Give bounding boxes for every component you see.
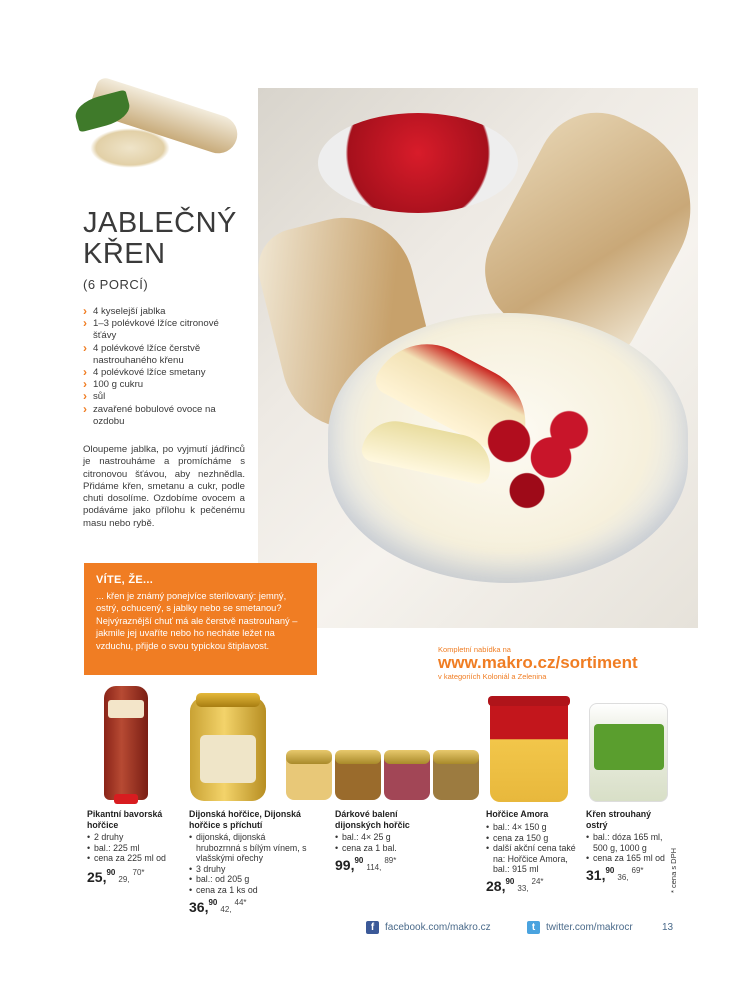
amora-mustard-glass-image	[490, 700, 568, 802]
ingredient-item: › zavařené bobulové ovoce na ozdobu	[83, 404, 243, 428]
gift-set-jar-image	[384, 750, 430, 800]
ingredient-item: › 4 polévkové lžíce smetany	[83, 367, 243, 379]
product-spec: • bal.: 225 ml	[87, 843, 187, 854]
product-spec: • cena za 225 ml od	[87, 853, 187, 864]
product-title: Dijonská hořčice, Dijonská hořčice s příchutí	[189, 809, 301, 830]
facebook-link[interactable]	[366, 921, 491, 934]
ingredient-item: › 4 polévkové lžíce čerstvě nastrouhaného křenu	[83, 343, 243, 367]
jar-lid	[335, 750, 381, 764]
facebook-icon: f	[366, 921, 379, 934]
product-spec: • dijonská, dijonská hrubozrnná s bílým vínem, s vlašskými ořechy	[189, 832, 309, 864]
horseradish-illustration	[45, 88, 235, 173]
price-with-vat-decimal: 44*	[234, 898, 247, 907]
price-integer: 36,	[189, 899, 209, 915]
did-you-know-text: ... křen je známý ponejvíce sterilovaný: jemný, ostrý, ochucený, s jablky nebo se smetanou? Nejvýraznější chuť má ale čerstvě nastrouhaný – jakmile jej uvaříte nebo ho necháte ležet na vzduchu, přijde o svou typickou štiplavost.	[96, 591, 298, 651]
product-spec: • bal.: 4× 150 g	[486, 822, 578, 833]
gift-set-jar-image	[286, 750, 332, 800]
product-price	[335, 857, 396, 875]
product-price	[87, 869, 145, 887]
jar-lid	[433, 750, 479, 764]
bottle-label	[108, 700, 144, 718]
web-intro-text: Kompletní nabídka na	[438, 645, 511, 654]
product-title: Křen strouhaný ostrý	[586, 809, 652, 830]
grated-pile	[90, 128, 170, 168]
bavarian-mustard-bottle-image	[104, 686, 148, 800]
bottle-cap	[114, 794, 138, 804]
jar-lid	[196, 693, 260, 707]
dijon-mustard-jar-image	[190, 697, 266, 801]
sortiment-link[interactable]: www.makro.cz/sortiment	[438, 653, 638, 672]
did-you-know-box	[84, 563, 317, 675]
price-decimal: 90	[605, 866, 615, 875]
recipe-portions: (6 PORCÍ)	[83, 277, 149, 292]
product-specs	[87, 832, 187, 864]
product-spec: • další akční cena také na: Hořčice Amora, bal.: 915 ml	[486, 843, 578, 875]
product-price	[586, 867, 644, 885]
price-decimal: 90	[106, 868, 116, 877]
price-with-vat: 36,	[617, 873, 629, 882]
page-number: 13	[662, 922, 674, 933]
gift-set-jar-image	[433, 750, 479, 800]
ingredient-item: › 1–3 polévkové lžíce citronové šťávy	[83, 318, 243, 342]
did-you-know-title: VÍTE, ŽE...	[96, 574, 154, 586]
jar-lid	[384, 750, 430, 764]
price-decimal: 90	[505, 877, 515, 886]
ingredient-item: › sůl	[83, 391, 243, 403]
jar-lid	[286, 750, 332, 764]
price-with-vat-decimal: 24*	[531, 877, 544, 886]
price-integer: 99,	[335, 857, 355, 873]
product-spec: • bal.: 4× 25 g	[335, 832, 445, 843]
facebook-link-text: facebook.com/makro.cz	[385, 922, 491, 933]
product-specs	[335, 832, 445, 853]
product-specs	[586, 832, 668, 864]
price-with-vat: 33,	[517, 884, 529, 893]
vat-note: * cena s DPH	[669, 848, 678, 894]
leaf-shape	[72, 89, 133, 132]
product-spec: • bal.: dóza 165 ml, 500 g, 1000 g	[586, 832, 668, 853]
product-specs	[189, 832, 309, 896]
web-category-text: v kategoriích Koloniál a Zelenina	[438, 672, 547, 681]
twitter-link[interactable]	[527, 921, 633, 934]
grated-horseradish-jar-image	[589, 703, 668, 802]
twitter-link-text: twitter.com/makrocr	[546, 922, 633, 933]
gift-set-jar-image	[335, 750, 381, 800]
price-with-vat-decimal: 70*	[132, 868, 145, 877]
ingredient-item: › 100 g cukru	[83, 379, 243, 391]
price-with-vat-decimal: 89*	[384, 856, 397, 865]
ingredient-list	[83, 306, 243, 428]
product-title: Hořčice Amora	[486, 809, 549, 819]
product-spec: • cena za 1 bal.	[335, 843, 445, 854]
price-integer: 31,	[586, 867, 606, 883]
product-spec: • 3 druhy	[189, 864, 309, 875]
jar-label	[200, 735, 256, 783]
recipe-title: JABLEČNÝ KŘEN	[83, 207, 237, 270]
berries-image	[473, 408, 593, 518]
glass-lid	[488, 696, 570, 706]
product-spec: • cena za 150 g	[486, 833, 578, 844]
product-spec: • cena za 165 ml od	[586, 853, 668, 864]
price-with-vat: 42,	[220, 905, 232, 914]
twitter-icon: t	[527, 921, 540, 934]
price-decimal: 90	[208, 898, 218, 907]
price-integer: 25,	[87, 869, 107, 885]
price-decimal: 90	[354, 856, 364, 865]
jar-label	[594, 724, 664, 770]
product-spec: • 2 druhy	[87, 832, 187, 843]
price-integer: 28,	[486, 878, 506, 894]
product-spec: • bal.: od 205 g	[189, 874, 309, 885]
ingredient-item: › 4 kyselejší jablka	[83, 306, 243, 318]
hero-photo	[258, 88, 698, 628]
product-title: Dárkové balení dijonských hořčic	[335, 809, 410, 830]
price-with-vat-decimal: 69*	[631, 866, 644, 875]
berry-bowl-image	[318, 113, 518, 213]
product-price	[189, 899, 247, 917]
product-price	[486, 878, 544, 896]
price-with-vat: 29,	[118, 875, 130, 884]
recipe-method: Oloupeme jablka, po vyjmutí jádřinců je nastrouháme a promícháme s citronovou šťávou, aby nezhnědla. Přidáme křen, smetanu a cukr, podle chuti dosolíme. Ozdobíme ovocem a podáváme jako přílohu k pečenému masu nebo rybě.	[83, 444, 245, 529]
price-with-vat: 114,	[366, 863, 382, 872]
web-sortiment-block	[438, 645, 678, 681]
product-spec: • cena za 1 ks od	[189, 885, 309, 896]
product-title: Pikantní bavorská hořčice	[87, 809, 163, 830]
product-specs	[486, 822, 578, 875]
